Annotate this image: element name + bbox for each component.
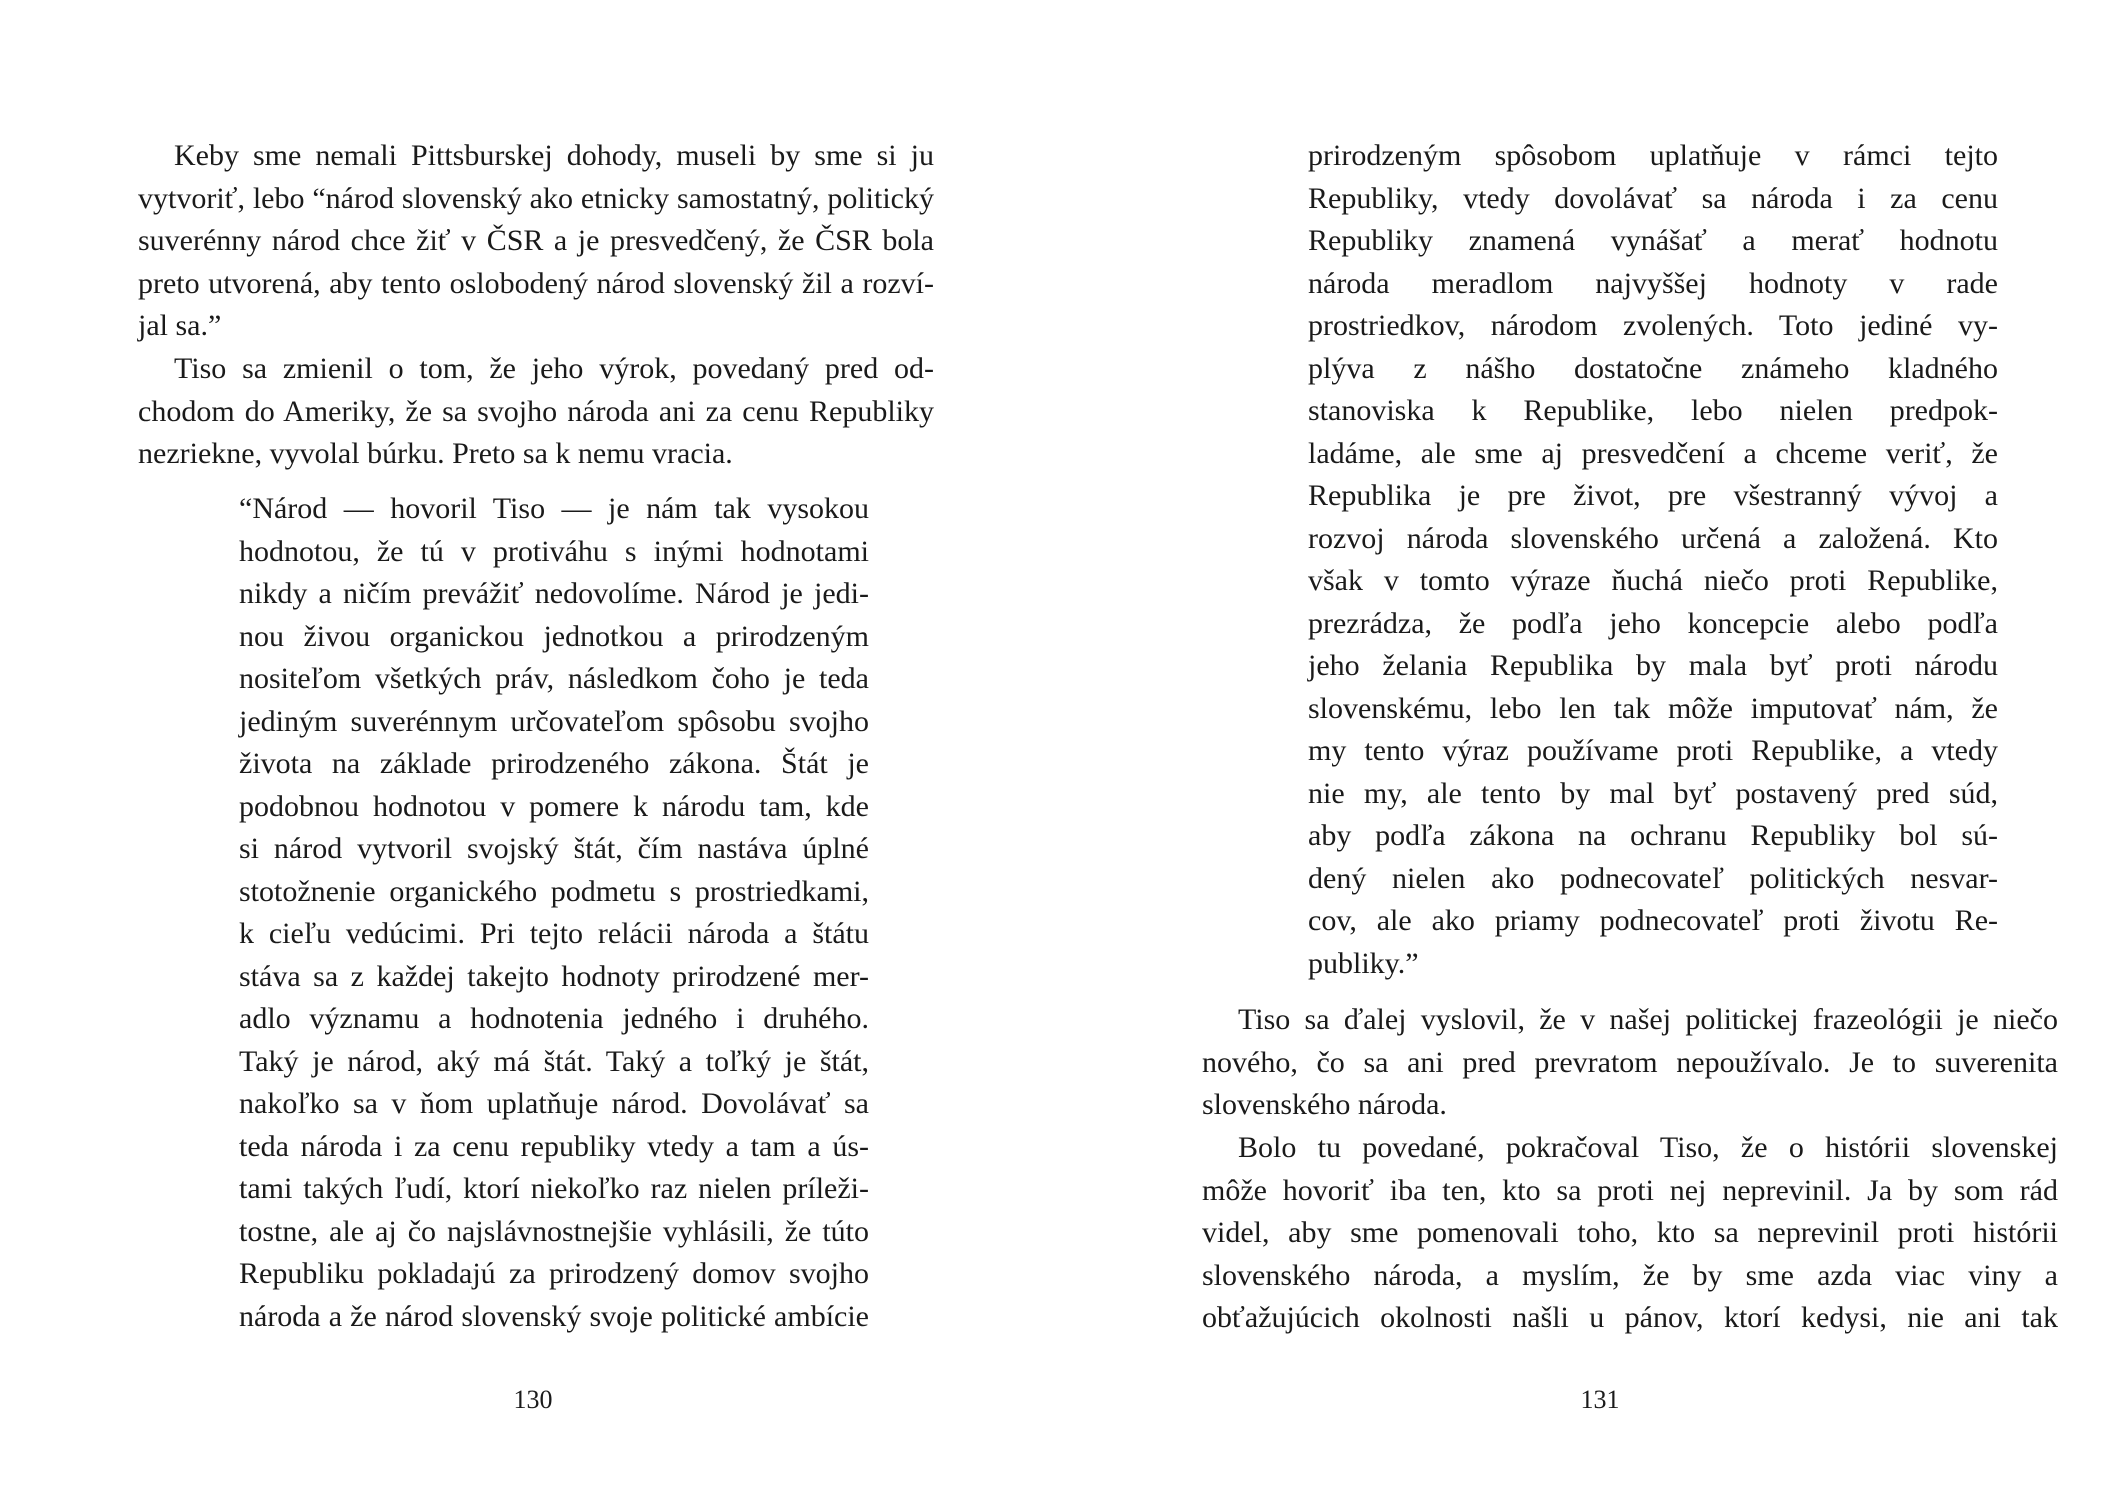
quote-line: stáva sa z každej takejto hodnoty prirodzené mer- <box>239 959 869 993</box>
quote-line: nakoľko sa v ňom uplatňuje národ. Dovolávať sa <box>239 1087 869 1120</box>
text-line: Bolo tu povedané, pokračoval Tiso, že o histórii slovenskej <box>1238 1131 2058 1164</box>
right-paragraph-2 <box>1202 1127 2058 1340</box>
quote-line: Republiku pokladajú za prirodzený domov svojho <box>239 1257 869 1290</box>
page-number: 130 <box>513 1385 553 1414</box>
text-line: videl, aby sme pomenovali toho, kto sa neprevinil proti histórii <box>1202 1216 2058 1249</box>
quote-line: tostne, ale aj čo najslávnostnejšie vyhlásili, že túto <box>239 1214 869 1248</box>
quote-line: teda národa i za cenu republiky vtedy a tam a ús- <box>239 1129 869 1163</box>
quote-line: aby podľa zákona na ochranu Republiky bol sú- <box>1308 819 1998 852</box>
text-line: suverénny národ chce žiť v ČSR a je presvedčený, že ČSR bola <box>138 224 934 257</box>
quote-line: tami takých ľudí, ktorí niekoľko raz nielen príleži- <box>239 1172 869 1205</box>
quote-line: prirodzeným spôsobom uplatňuje v rámci tejto <box>1308 139 1998 172</box>
quote-line: Taký je národ, aký má štát. Taký a toľký je štát, <box>239 1044 869 1078</box>
text-line: chodom do Ameriky, že sa svojho národa ani za cenu Republiky <box>138 394 934 428</box>
quote-line: si národ vytvoril svojský štát, čím nastáva úplné <box>239 832 869 865</box>
text-line: jal sa.” <box>138 309 222 342</box>
text-line: obťažujúcich okolnosti našli u pánov, ktorí kedysi, nie ani tak <box>1202 1301 2058 1334</box>
quote-line: my tento výraz používame proti Republike, a vtedy <box>1308 734 1998 767</box>
left-paragraph-2 <box>138 348 934 476</box>
quote-line: k cieľu vedúcimi. Pri tejto relácii národa a štátu <box>239 917 869 950</box>
quote-line: stanoviska k Republike, lebo nielen predpok- <box>1308 394 1998 427</box>
quote-line: cov, ale ako priamy podnecovateľ proti životu Re- <box>1308 904 1998 937</box>
quote-line: však v tomto výraze ňuchá niečo proti Republike, <box>1308 564 1998 597</box>
quote-line: ladáme, ale sme aj presvedčení a chceme veriť, že <box>1308 436 1998 470</box>
quote-line: Republiky, vtedy dovolávať sa národa i za cenu <box>1308 181 1998 215</box>
quote-line: hodnotou, že tú v protiváhu s inými hodnotami <box>239 534 869 568</box>
quote-line: národa a že národ slovenský svoje politické ambície <box>239 1299 869 1333</box>
text-line: slovenského národa. <box>1202 1088 1447 1121</box>
text-line: Keby sme nemali Pittsburskej dohody, museli by sme si ju <box>174 139 934 172</box>
text-line: Tiso sa ďalej vyslovil, že v našej politickej frazeológii je niečo <box>1238 1003 2058 1036</box>
text-line: preto utvorená, aby tento oslobodený národ slovenský žil a rozví- <box>138 266 934 300</box>
quote-line: prezrádza, že podľa jeho koncepcie alebo podľa <box>1308 606 1998 640</box>
quote-line: nie my, ale tento by mal byť postavený pred súd, <box>1308 776 1998 810</box>
page-number: 131 <box>1580 1385 1620 1414</box>
text-line: nezriekne, vyvolal búrku. Preto sa k nemu vracia. <box>138 437 733 470</box>
quote-line: jediným suverénnym určovateľom spôsobu svojho <box>239 704 869 738</box>
quote-line: slovenskému, lebo len tak môže imputovať nám, že <box>1308 691 1998 725</box>
quote-line: jeho želania Republika by mala byť proti národu <box>1308 649 1998 682</box>
quote-line: Republiky znamená vynášať a merať hodnotu <box>1308 224 1998 257</box>
quote-line: nikdy a ničím prevážiť nedovolíme. Národ je jedi- <box>239 577 869 610</box>
quote-line: života na základe prirodzeného zákona. Štát je <box>239 747 869 780</box>
quote-line: Republika je pre život, pre všestranný vývoj a <box>1308 479 1998 512</box>
text-line: môže hovoriť iba ten, kto sa proti nej neprevinil. Ja by som rád <box>1202 1173 2058 1207</box>
quote-line: nositeľom všetkých práv, následkom čoho je teda <box>239 662 869 695</box>
text-line: vytvoriť, lebo “národ slovenský ako etnicky samostatný, politický <box>138 181 934 215</box>
right-page <box>1059 0 2118 1500</box>
quote-line: dený nielen ako podnecovateľ politických nesvar- <box>1308 861 1998 895</box>
text-line: Tiso sa zmienil o tom, že jeho výrok, povedaný pred od- <box>174 352 934 385</box>
left-block-quote <box>239 488 869 1338</box>
quote-line: plýva z nášho dostatočne známeho kladného <box>1308 351 1998 385</box>
text-line: nového, čo sa ani pred prevratom nepoužívalo. Je to suverenita <box>1202 1045 2058 1079</box>
right-block-quote <box>1308 135 1998 985</box>
left-paragraph-1 <box>138 135 934 348</box>
quote-line: rozvoj národa slovenského určená a založená. Kto <box>1308 521 1998 555</box>
quote-line: publiky.” <box>1308 946 1419 980</box>
text-line: slovenského národa, a myslím, že by sme azda viac viny a <box>1202 1258 2058 1292</box>
quote-line: “Národ — hovoril Tiso — je nám tak vysokou <box>239 492 869 525</box>
quote-line: nou živou organickou jednotkou a prirodzeným <box>239 619 869 653</box>
right-paragraph-1 <box>1202 999 2058 1127</box>
quote-line: podobnou hodnotou v pomere k národu tam, kde <box>239 789 869 823</box>
quote-line: národa meradlom najvyššej hodnoty v rade <box>1308 266 1998 300</box>
quote-line: stotožnenie organického podmetu s prostriedkami, <box>239 874 869 908</box>
quote-line: adlo významu a hodnotenia jedného i druhého. <box>239 1002 869 1035</box>
quote-line: prostriedkov, národom zvolených. Toto jediné vy- <box>1308 309 1998 342</box>
